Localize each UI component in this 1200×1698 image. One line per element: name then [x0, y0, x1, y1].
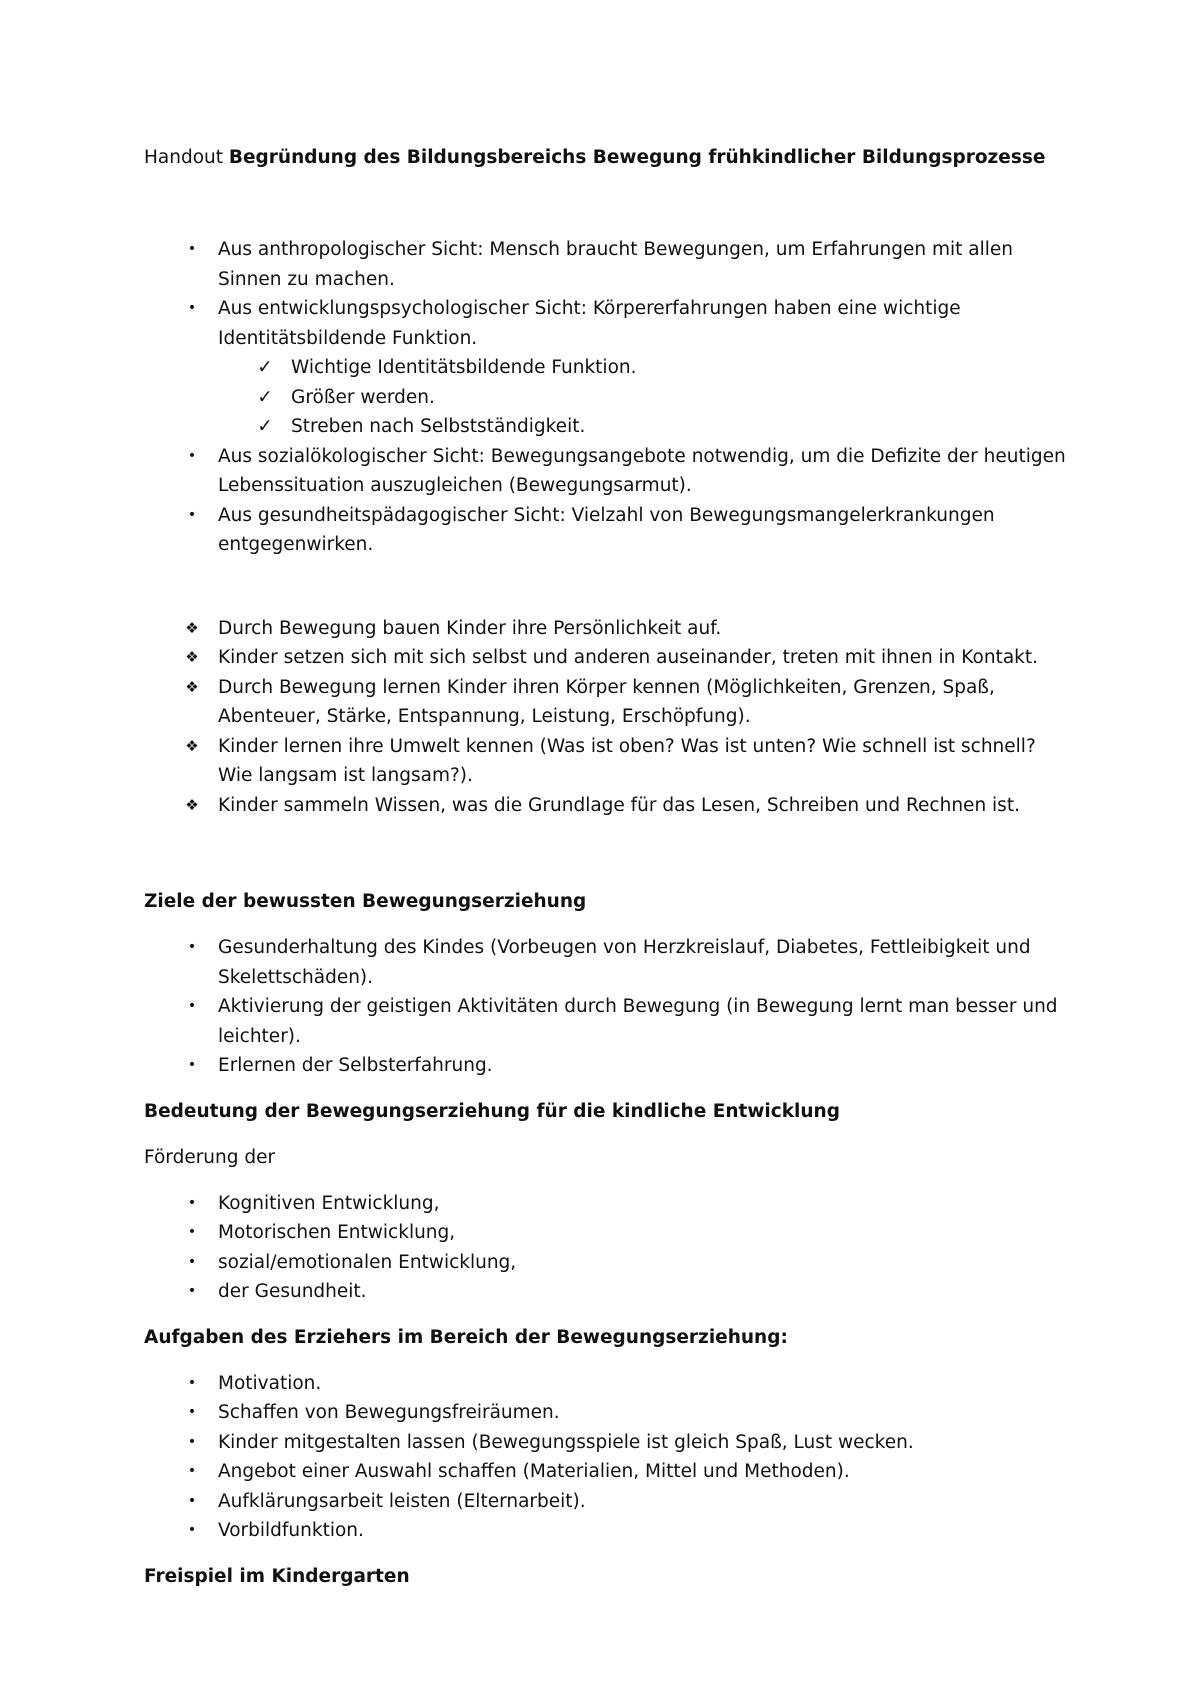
list-item: ✓ Streben nach Selbstständigkeit. [144, 412, 1074, 442]
checkmark-icon: ✓ [257, 386, 273, 408]
bullet-icon: • [187, 1057, 197, 1073]
list-item: • Aus anthropologischer Sicht: Mensch braucht Bewegungen, um Erfahrungen mit allen Sinnen zu machen. [144, 235, 1074, 294]
list-item: • sozial/emotionalen Entwicklung, [144, 1248, 1074, 1278]
checkmark-list [144, 353, 1074, 442]
list-item: ❖ Kinder sammeln Wissen, was die Grundlage für das Lesen, Schreiben und Rechnen ist. [144, 791, 1074, 821]
list-item: • Aus gesundheitspädagogischer Sicht: Vielzahl von Bewegungsmangelerkrankungen entgegenwirken. [144, 501, 1074, 560]
checkmark-icon: ✓ [257, 357, 273, 378]
title-bold: Begründung des Bildungsbereichs Bewegung frühkindlicher Bildungsprozesse [228, 147, 1046, 168]
bedeutung-list [144, 1189, 1074, 1307]
diamond-icon: ❖ [185, 648, 199, 666]
bullet-icon: • [187, 1404, 197, 1420]
benefits-list [144, 614, 1074, 821]
ziele-list [144, 933, 1074, 1081]
list-item: ✓ Wichtige Identitätsbildende Funktion. [144, 353, 1074, 383]
list-item: ❖ Durch Bewegung lernen Kinder ihren Körper kennen (Möglichkeiten, Grenzen, Spaß, Abenteuer, Stärke, Entspannung, Leistung, Erschöpfung). [144, 673, 1074, 732]
bullet-icon: • [187, 998, 197, 1014]
bullet-icon: • [187, 1492, 197, 1509]
list-item: ❖ Kinder setzen sich mit sich selbst und anderen auseinander, treten mit ihnen in Kontakt. [144, 643, 1074, 673]
bullet-icon: • [187, 1224, 197, 1240]
bullet-icon: • [187, 1374, 197, 1391]
bullet-icon: • [187, 1194, 197, 1211]
list-item: • Aktivierung der geistigen Aktivitäten durch Bewegung (in Bewegung lernt man besser und leichter). [144, 992, 1074, 1051]
section-heading-ziele: Ziele der bewussten Bewegungserziehung [144, 891, 587, 912]
list-item: • Aufklärungsarbeit leisten (Elternarbeit). [144, 1487, 1074, 1517]
list-item: • Kognitiven Entwicklung, [144, 1189, 1074, 1219]
bullet-icon: • [187, 506, 197, 523]
document-title [144, 143, 1074, 173]
list-item: • Motorischen Entwicklung, [144, 1218, 1074, 1248]
list-item: ❖ Kinder lernen ihre Umwelt kennen (Was ist oben? Was ist unten? Wie schnell ist schnell? Wie langsam ist langsam?). [144, 732, 1074, 791]
bullet-icon: • [187, 1283, 197, 1299]
section-heading-freispiel: Freispiel im Kindergarten [144, 1565, 410, 1587]
bullet-icon: • [187, 447, 197, 464]
list-item: • Aus entwicklungspsychologischer Sicht: Körpererfahrungen haben eine wichtige Identitätsbildende Funktion. ✓ Wichtige Identitätsbildende Funktion. ✓ Größer werden. ✓ Streben nach Selbstständigkeit. [144, 294, 1074, 442]
list-item: • Kinder mitgestalten lassen (Bewegungsspiele ist gleich Spaß, Lust wecken. [144, 1428, 1074, 1458]
bullet-icon: • [187, 1522, 197, 1538]
section-heading-bedeutung: Bedeutung der Bewegungserziehung für die kindliche Entwicklung [144, 1100, 840, 1122]
diamond-icon: ❖ [185, 795, 199, 814]
list-item: • der Gesundheit. [144, 1277, 1074, 1307]
bullet-icon: • [187, 300, 197, 316]
list-item: ✓ Größer werden. [144, 383, 1074, 413]
list-item: • Angebot einer Auswahl schaffen (Materialien, Mittel und Methoden). [144, 1457, 1074, 1487]
spacer [144, 560, 1074, 614]
list-item: • Aus sozialökologischer Sicht: Bewegungsangebote notwendig, um die Defizite der heutigen Lebenssituation auszugleichen (Bewegungsarmut). [144, 442, 1074, 501]
bullet-icon: • [187, 241, 197, 257]
diamond-icon: ❖ [185, 618, 199, 637]
document-content [144, 143, 1074, 1592]
list-item: • Vorbildfunktion. [144, 1516, 1074, 1546]
aufgaben-list [144, 1369, 1074, 1546]
bullet-icon: • [187, 1463, 197, 1479]
perspectives-list [144, 235, 1074, 560]
diamond-icon: ❖ [185, 736, 199, 755]
list-item: • Schaffen von Bewegungsfreiräumen. [144, 1398, 1074, 1428]
section-heading-aufgaben: Aufgaben des Erziehers im Bereich der Bewegungserziehung: [144, 1326, 788, 1348]
list-item: • Erlernen der Selbsterfahrung. [144, 1051, 1074, 1081]
bullet-icon: • [187, 1253, 197, 1270]
list-item: • Motivation. [144, 1369, 1074, 1399]
list-item: ❖ Durch Bewegung bauen Kinder ihre Persönlichkeit auf. [144, 614, 1074, 644]
section-intro: Förderung der [144, 1146, 276, 1168]
spacer [144, 820, 1074, 887]
title-prefix: Handout [144, 147, 229, 168]
diamond-icon: ❖ [185, 677, 199, 696]
bullet-icon: • [187, 1433, 197, 1450]
bullet-icon: • [187, 939, 197, 955]
list-item: • Gesunderhaltung des Kindes (Vorbeugen von Herzkreislauf, Diabetes, Fettleibigkeit und Skelettschäden). [144, 933, 1074, 992]
checkmark-icon: ✓ [257, 416, 273, 437]
